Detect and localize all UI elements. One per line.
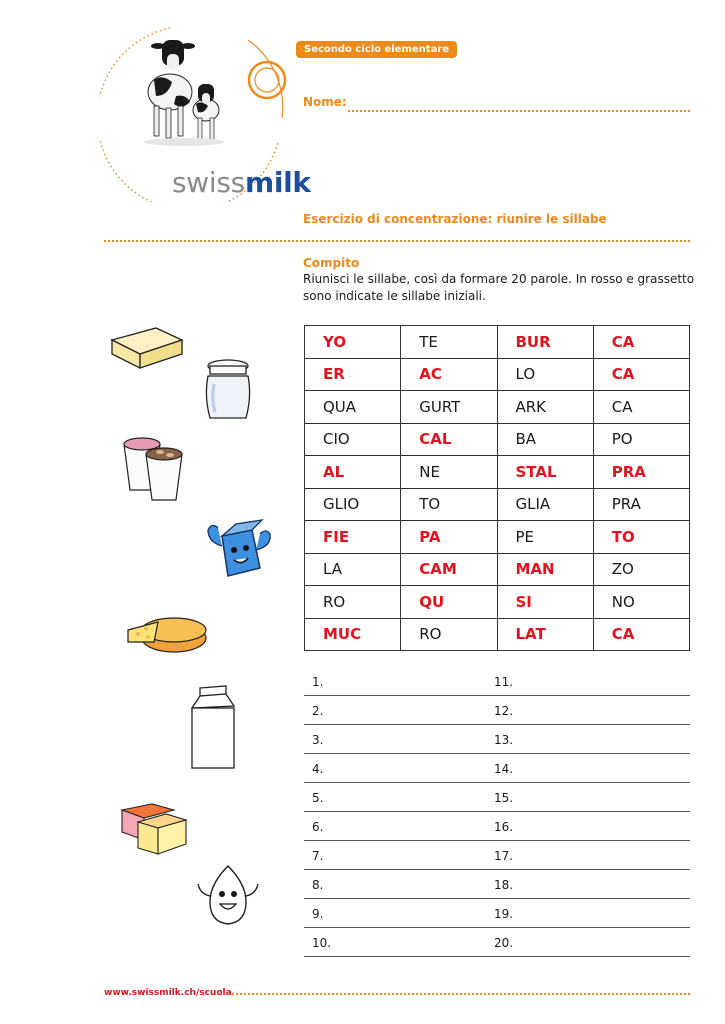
answer-number: 10.	[312, 936, 332, 950]
answer-line[interactable]	[304, 870, 486, 899]
syllable-cell: QU	[401, 586, 497, 619]
answer-number: 19.	[494, 907, 514, 921]
answer-line[interactable]	[486, 812, 690, 841]
answer-line[interactable]	[486, 667, 690, 696]
answer-number: 1.	[312, 675, 324, 689]
answer-line[interactable]	[486, 725, 690, 754]
task-text: Riunisci le sillabe, così da formare 20 parole. In rosso e grassetto sono indicate le sillabe iniziali.	[303, 272, 695, 303]
syllable-cell: SI	[497, 586, 593, 619]
syllable-cell: CAM	[401, 553, 497, 586]
answer-line[interactable]	[304, 812, 486, 841]
syllable-cell: BUR	[497, 326, 593, 359]
answer-number: 9.	[312, 907, 324, 921]
syllable-cell: GURT	[401, 391, 497, 424]
answer-number: 5.	[312, 791, 324, 805]
answer-number: 17.	[494, 849, 514, 863]
syllable-row	[305, 553, 690, 586]
answer-line[interactable]	[304, 783, 486, 812]
syllable-row	[305, 488, 690, 521]
butter-icon	[106, 322, 186, 372]
syllable-cell: PE	[497, 521, 593, 554]
answer-number: 16.	[494, 820, 514, 834]
syllable-cell: MUC	[305, 618, 401, 651]
syllable-row	[305, 358, 690, 391]
answer-number: 20.	[494, 936, 514, 950]
answer-line[interactable]	[486, 783, 690, 812]
swissmilk-logo	[172, 166, 311, 199]
answer-line[interactable]	[486, 754, 690, 783]
syllable-cell: CA	[593, 326, 689, 359]
name-label: Nome:	[303, 95, 347, 109]
answer-line[interactable]	[486, 870, 690, 899]
level-badge: Secondo ciclo elementare	[296, 41, 457, 58]
milk-carton-mascot-icon	[200, 516, 278, 588]
answer-number: 3.	[312, 733, 324, 747]
syllable-table	[304, 325, 690, 651]
syllable-cell: CA	[593, 391, 689, 424]
butter-packs-icon	[116, 800, 192, 862]
syllable-cell: ZO	[593, 553, 689, 586]
syllable-cell: LAT	[497, 618, 593, 651]
brand-swiss: swiss	[172, 166, 245, 199]
syllable-cell: PRA	[593, 488, 689, 521]
syllable-cell: CA	[593, 358, 689, 391]
section-divider	[104, 240, 690, 242]
syllable-cell: PO	[593, 423, 689, 456]
syllable-cell: YO	[305, 326, 401, 359]
answer-line[interactable]	[486, 841, 690, 870]
drop-mascot-icon	[194, 862, 264, 928]
syllable-cell: CIO	[305, 423, 401, 456]
syllable-cell: NE	[401, 456, 497, 489]
syllable-cell: ER	[305, 358, 401, 391]
answer-line[interactable]	[304, 928, 486, 957]
syllable-cell: GLIO	[305, 488, 401, 521]
answer-number: 12.	[494, 704, 514, 718]
answer-line[interactable]	[304, 754, 486, 783]
answer-line[interactable]	[304, 725, 486, 754]
syllable-cell: GLIA	[497, 488, 593, 521]
exercise-title: Esercizio di concentrazione: riunire le sillabe	[303, 212, 607, 226]
syllable-cell: STAL	[497, 456, 593, 489]
syllable-cell: ARK	[497, 391, 593, 424]
syllable-cell: TE	[401, 326, 497, 359]
cheese-icon	[124, 612, 210, 658]
answer-number: 14.	[494, 762, 514, 776]
task-title: Compito	[303, 256, 360, 270]
syllable-cell: MAN	[497, 553, 593, 586]
answer-line[interactable]	[486, 928, 690, 957]
syllable-cell: AL	[305, 456, 401, 489]
syllable-row	[305, 586, 690, 619]
syllable-cell: RO	[305, 586, 401, 619]
answer-number: 15.	[494, 791, 514, 805]
syllable-row	[305, 423, 690, 456]
syllable-cell: CA	[593, 618, 689, 651]
syllable-cell: TO	[401, 488, 497, 521]
answer-line[interactable]	[304, 696, 486, 725]
milk-carton-icon	[186, 680, 242, 772]
milk-jar-icon	[200, 356, 256, 424]
syllable-cell: TO	[593, 521, 689, 554]
syllable-cell: BA	[497, 423, 593, 456]
syllable-cell: NO	[593, 586, 689, 619]
answer-line[interactable]	[486, 899, 690, 928]
syllable-cell: LA	[305, 553, 401, 586]
answer-line[interactable]	[304, 841, 486, 870]
syllable-cell: QUA	[305, 391, 401, 424]
answer-line[interactable]	[304, 667, 486, 696]
syllable-cell: LO	[497, 358, 593, 391]
yogurt-cups-icon	[120, 432, 190, 502]
syllable-cell: FIE	[305, 521, 401, 554]
answer-line[interactable]	[304, 899, 486, 928]
syllable-row	[305, 618, 690, 651]
answer-number: 13.	[494, 733, 514, 747]
brand-milk: milk	[244, 166, 311, 199]
syllable-cell: RO	[401, 618, 497, 651]
syllable-row	[305, 456, 690, 489]
answer-line[interactable]	[486, 696, 690, 725]
syllable-row	[305, 391, 690, 424]
syllable-cell: AC	[401, 358, 497, 391]
footer-dotted-line	[232, 993, 690, 995]
cows-photo	[132, 30, 232, 148]
answer-number: 18.	[494, 878, 514, 892]
answers-left-column	[304, 667, 486, 957]
name-dotted-line[interactable]	[348, 110, 690, 112]
answers-right-column	[486, 667, 690, 957]
answer-number: 6.	[312, 820, 324, 834]
answer-number: 2.	[312, 704, 324, 718]
answer-number: 4.	[312, 762, 324, 776]
syllable-cell: PRA	[593, 456, 689, 489]
footer-link[interactable]: www.swissmilk.ch/scuola	[104, 988, 232, 998]
syllable-row	[305, 521, 690, 554]
answer-number: 7.	[312, 849, 324, 863]
syllable-cell: CAL	[401, 423, 497, 456]
syllable-row	[305, 326, 690, 359]
answer-number: 11.	[494, 675, 514, 689]
syllable-cell: PA	[401, 521, 497, 554]
answer-number: 8.	[312, 878, 324, 892]
